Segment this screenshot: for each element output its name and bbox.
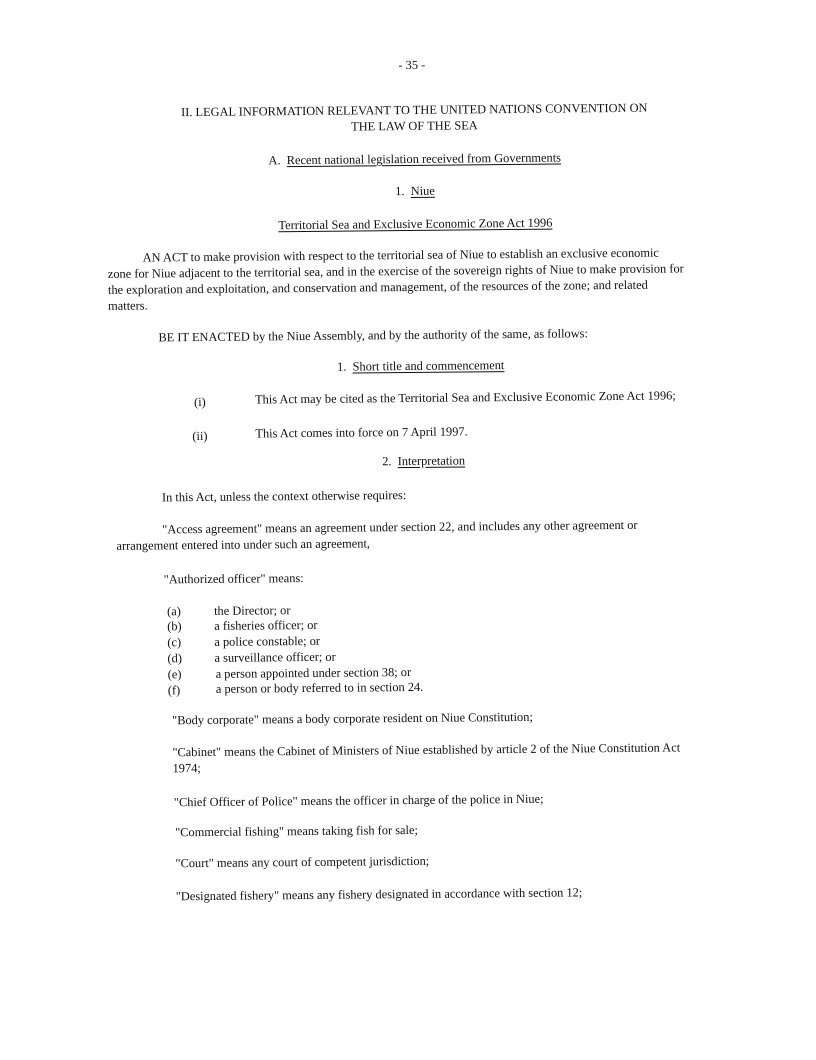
officer-item-label: (d) [167, 651, 183, 666]
act-title [15, 212, 815, 236]
def-access-agreement-line2: arrangement entered into under such an agreement, [116, 536, 371, 553]
section1-prefix: 1. [337, 359, 347, 374]
section-a-heading [15, 147, 815, 171]
section1-item-label: (ii) [192, 428, 208, 444]
officer-item-label: (c) [167, 635, 182, 650]
section2-title: Interpretation [397, 453, 466, 469]
officer-item-label: (e) [167, 667, 182, 682]
preamble-line2: zone for Niue adjacent to the territorial sea, and in the exercise of the sovereign rights of Niue to make provision for [107, 261, 684, 281]
section2-heading [24, 449, 816, 473]
officer-item-label: (a) [166, 604, 181, 619]
def-commercial-fishing: "Commercial fishing" means taking fish for sale; [175, 822, 418, 840]
preamble-line3: the exploration and exploitation, and conservation and management, of the resources of the zone; and related [107, 277, 648, 297]
officer-item-text: the Director; or [213, 603, 291, 618]
preamble-line1: AN ACT to make provision with respect to the territorial sea of Niue to establish an exclusive economic [142, 245, 659, 265]
country-prefix: 1. [395, 184, 405, 199]
def-body-corporate: "Body corporate" means a body corporate resident on Niue Constitution; [172, 709, 533, 728]
country-heading [15, 179, 815, 203]
officer-item-label: (f) [167, 683, 181, 698]
act-title-text: Territorial Sea and Exclusive Economic Zone Act 1996 [278, 215, 553, 233]
main-heading-line1: II. LEGAL INFORMATION RELEVANT TO THE UNITED NATIONS CONVENTION ON [180, 100, 648, 120]
main-heading-line2: THE LAW OF THE SEA [351, 118, 478, 134]
country-title: Niue [410, 183, 435, 198]
officer-item-label: (b) [167, 619, 182, 634]
section1-title: Short title and commencement [352, 358, 505, 374]
def-cabinet-line2: 1974; [172, 761, 201, 776]
section1-item-text: This Act may be cited as the Territorial Sea and Exclusive Economic Zone Act 1996; [254, 388, 676, 407]
preamble-line4: matters. [108, 298, 148, 313]
def-access-agreement-line1: "Access agreement" means an agreement under section 22, and includes any other agreement or [162, 517, 638, 537]
section-a-prefix: A. [268, 153, 281, 168]
officer-item-text: a person appointed under section 38; or [215, 664, 412, 681]
def-authorized-officer: "Authorized officer" means: [163, 571, 304, 587]
enacting-clause: BE IT ENACTED by the Niue Assembly, and by the authority of the same, as follows: [158, 326, 588, 345]
officer-item-text: a surveillance officer; or [214, 649, 336, 665]
def-court: "Court" means any court of competent jurisdiction; [175, 853, 430, 871]
section2-prefix: 2. [382, 454, 392, 469]
section1-item-text: This Act comes into force on 7 April 1997. [255, 424, 468, 441]
def-chief-officer: "Chief Officer of Police" means the officer in charge of the police in Niue; [173, 791, 544, 810]
def-cabinet-line1: "Cabinet" means the Cabinet of Ministers of Niue established by article 2 of the Niue Constitution Act [172, 740, 681, 760]
def-designated-fishery: "Designated fishery" means any fishery designated in accordance with section 12; [175, 885, 583, 904]
section1-item-label: (i) [193, 394, 206, 410]
page-number: - 35 - [398, 57, 426, 73]
officer-item-text: a fisheries officer; or [214, 617, 318, 633]
officer-item-text: a police constable; or [214, 633, 321, 649]
section-a-title: Recent national legislation received from Governments [286, 150, 562, 168]
officer-item-text: a person or body referred to in section 24. [215, 679, 424, 696]
section1-heading [21, 354, 816, 378]
interpretation-intro: In this Act, unless the context otherwise requires: [161, 488, 407, 505]
